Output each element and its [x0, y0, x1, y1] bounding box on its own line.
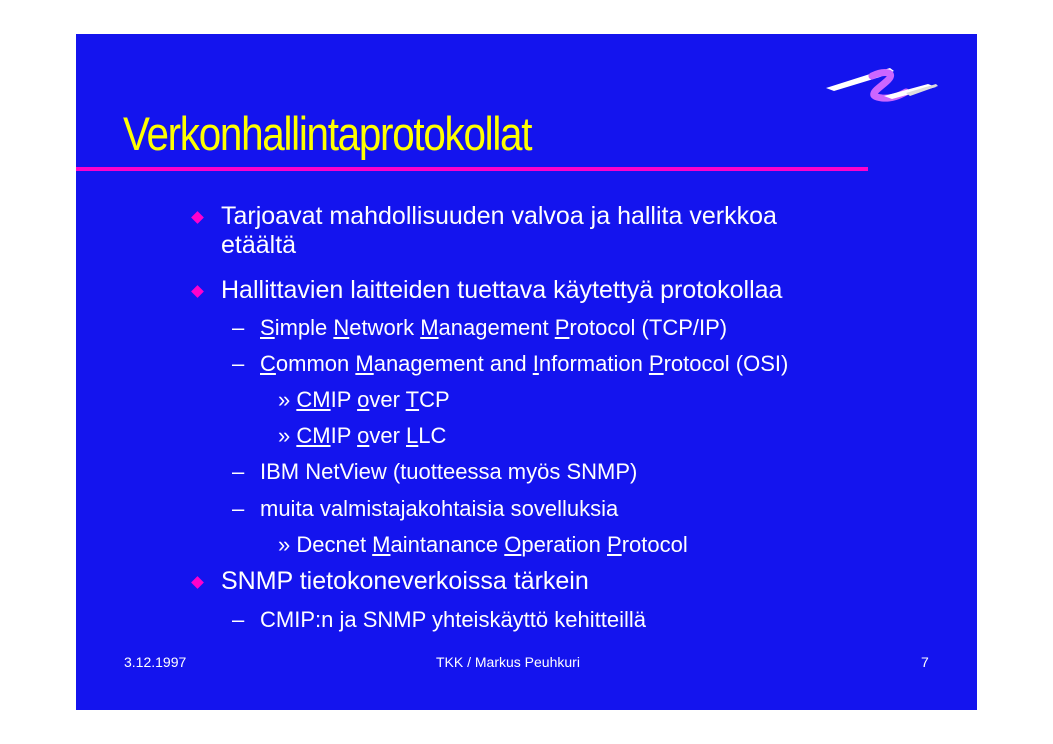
bullet-1-line-2: etäältä	[221, 231, 297, 259]
slide-title: Verkonhallintaprotokollat	[123, 107, 532, 160]
sub-item-cmip: Common Management and Information Protocol (OSI)	[260, 351, 789, 376]
dash-marker: –	[232, 607, 245, 632]
footer-page-number: 7	[921, 654, 929, 670]
dash-marker: –	[232, 459, 245, 484]
sub-item-cmip-snmp-interop: CMIP:n ja SNMP yhteiskäyttö kehitteillä	[260, 607, 646, 632]
sub-item-vendor-specific: muita valmistajakohtaisia sovelluksia	[260, 496, 619, 521]
sub-item-snmp: Simple Network Management Protocol (TCP/IP)	[260, 315, 728, 340]
bullet-2: Hallittavien laitteiden tuettava käytettyä protokollaa	[221, 276, 783, 304]
footer-date: 3.12.1997	[124, 654, 187, 670]
dash-marker: –	[232, 315, 245, 340]
footer-author: TKK / Markus Peuhkuri	[436, 654, 580, 670]
bullet-1-line-1: Tarjoavat mahdollisuuden valvoa ja hallita verkkoa	[221, 202, 777, 230]
slide	[76, 34, 977, 710]
bullet-diamond-icon	[191, 285, 204, 298]
bullet-diamond-icon	[191, 211, 204, 224]
sub-item-ibm-netview: IBM NetView (tuotteessa myös SNMP)	[260, 459, 638, 484]
dash-marker: –	[232, 496, 245, 521]
dash-marker: –	[232, 351, 245, 376]
sub-sub-item-cmip-over-tcp: » CMIP over TCP	[278, 387, 450, 412]
sub-sub-item-cmip-over-llc: » CMIP over LLC	[278, 423, 447, 448]
slide-content	[76, 34, 977, 710]
sub-sub-item-decnet: » Decnet Maintanance Operation Protocol	[278, 532, 688, 557]
bullet-diamond-icon	[191, 576, 204, 589]
bullet-3: SNMP tietokoneverkoissa tärkein	[221, 567, 589, 595]
